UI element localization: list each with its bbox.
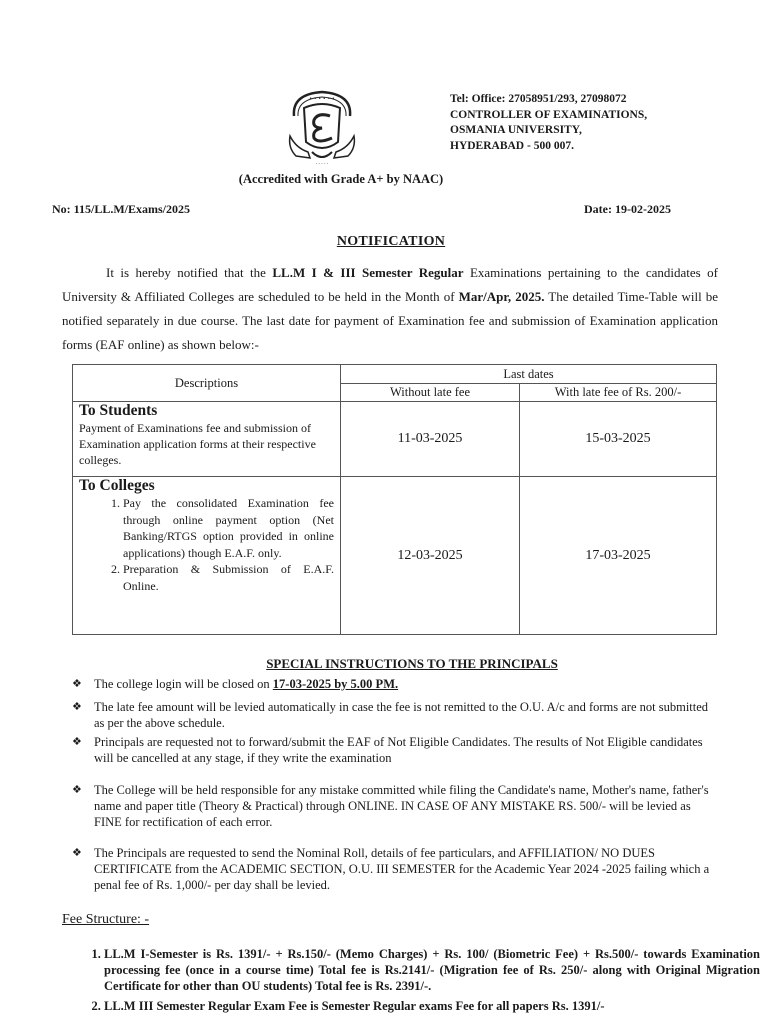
exam-month: Mar/Apr, 2025.	[458, 289, 545, 304]
list-item: ❖ The College will be held responsible for any mistake committed while filing the Candidate's name, Mother's name, father's name and paper title (Theory & Practical) through ONLINE. IN CASE OF ANY MISTAKE RS. 500/- will be levied as FINE for rectification of each error.	[72, 783, 709, 829]
schedule-table	[72, 364, 717, 635]
special-instructions-title: SPECIAL INSTRUCTIONS TO THE PRINCIPALS	[266, 656, 558, 671]
special-instructions-list	[72, 676, 720, 893]
university-name: OSMANIA UNIVERSITY,	[450, 124, 582, 136]
svg-text:• • • • • •: • • • • • •	[309, 96, 335, 102]
header-descriptions: Descriptions	[73, 365, 341, 402]
colleges-without-late-date: 12-03-2025	[341, 477, 520, 635]
colleges-steps	[79, 495, 334, 594]
students-without-late-date: 11-03-2025	[341, 402, 520, 477]
login-close-time: 17-03-2025 by 5.00 PM.	[272, 677, 399, 691]
notification-title: NOTIFICATION	[336, 234, 446, 249]
list-item: ❖ The Principals are requested to send the Nominal Roll, details of fee particulars, and AFFILIATION/ NO DUES CERTIFICATE from the ACADEMIC SECTION, O.U. III SEMESTER for the Academic Year 2024 -2025 failing which a penal fee of Rs. 1,000/- per day shall be levied.	[72, 846, 710, 892]
list-item: ❖ Principals are requested not to forward/submit the EAF of Not Eligible Candidates. The results of Not Eligible candidates will be cancelled at any stage, if they write the examination	[72, 735, 703, 765]
bullet-diamond-icon: ❖	[72, 701, 82, 713]
accreditation: (Accredited with Grade A+ by NAAC)	[238, 172, 444, 186]
svg-text:- - - - -: - - - - -	[315, 161, 329, 166]
university-emblem-icon	[282, 86, 362, 166]
bullet-diamond-icon: ❖	[72, 678, 82, 690]
fee-structure-title: Fee Structure: -	[62, 912, 150, 927]
students-title: To Students	[79, 402, 158, 419]
office-name: CONTROLLER OF EXAMINATIONS,	[450, 108, 648, 121]
table-row	[73, 402, 717, 477]
notification-date: Date: 19-02-2025	[584, 202, 671, 216]
bullet-diamond-icon: ❖	[72, 784, 82, 796]
header-without-late-fee: Without late fee	[341, 384, 520, 402]
colleges-cell	[73, 477, 341, 635]
notification-paragraph: It is hereby notified that the LL.M I & III Semester Regular Examinations pertaining to the candidates of University & Affiliated Colleges are scheduled to be held in the Month of Mar/Apr, 2025. The detailed Time-Table will be notified separately in due course. The last date for payment of Examination fee and submission of Examination application forms (EAF online) as shown below:-	[62, 265, 718, 352]
list-item: 2. Preparation & Submission of E.A.F. Online.	[123, 561, 334, 594]
table-row	[73, 477, 717, 635]
bullet-diamond-icon: ❖	[72, 736, 82, 748]
list-item: ❖ The late fee amount will be levied automatically in case the fee is not remitted to the O.U. A/c and forms are not submitted as per the above schedule.	[72, 700, 709, 730]
list-item: 2. LL.M III Semester Regular Exam Fee is Semester Regular exams Fee for all papers Rs. 1391/-	[104, 998, 760, 1014]
fee-structure-list	[62, 946, 760, 1018]
reference-number: No: 115/LL.M/Exams/2025	[52, 202, 191, 216]
bullet-diamond-icon: ❖	[72, 847, 82, 859]
colleges-with-late-date: 17-03-2025	[520, 477, 717, 635]
students-description: Payment of Examinations fee and submission of Examination application forms at their respective colleges.	[79, 421, 316, 467]
telephone: Tel: Office: 27058951/293, 27098072	[450, 93, 627, 105]
students-with-late-date: 15-03-2025	[520, 402, 717, 477]
office-address	[450, 92, 647, 154]
list-item: 1. LL.M I-Semester is Rs. 1391/- + Rs.150/- (Memo Charges) + Rs. 100/ (Biometric Fee) + Rs.500/- towards Examination processing fee (once in a course time) Total fee is Rs.2141/- (Migration fee of Rs. 250/- along with Original Migration Certificate for other than OU students) Total fee is Rs. 2391/-.	[104, 946, 760, 994]
exam-name: LL.M I & III Semester Regular	[272, 265, 464, 280]
colleges-title: To Colleges	[79, 477, 155, 494]
students-cell	[73, 402, 341, 477]
header-last-dates: Last dates	[341, 365, 717, 384]
city: HYDERABAD - 500 007.	[450, 139, 574, 152]
list-item: 1. Pay the consolidated Examination fee through online payment option (Net Banking/RTGS option provided in online applications) though E.A.F. only.	[123, 495, 334, 561]
header-with-late-fee: With late fee of Rs. 200/-	[520, 384, 717, 402]
list-item: ❖ The college login will be closed on 17-03-2025 by 5.00 PM.	[72, 677, 399, 691]
